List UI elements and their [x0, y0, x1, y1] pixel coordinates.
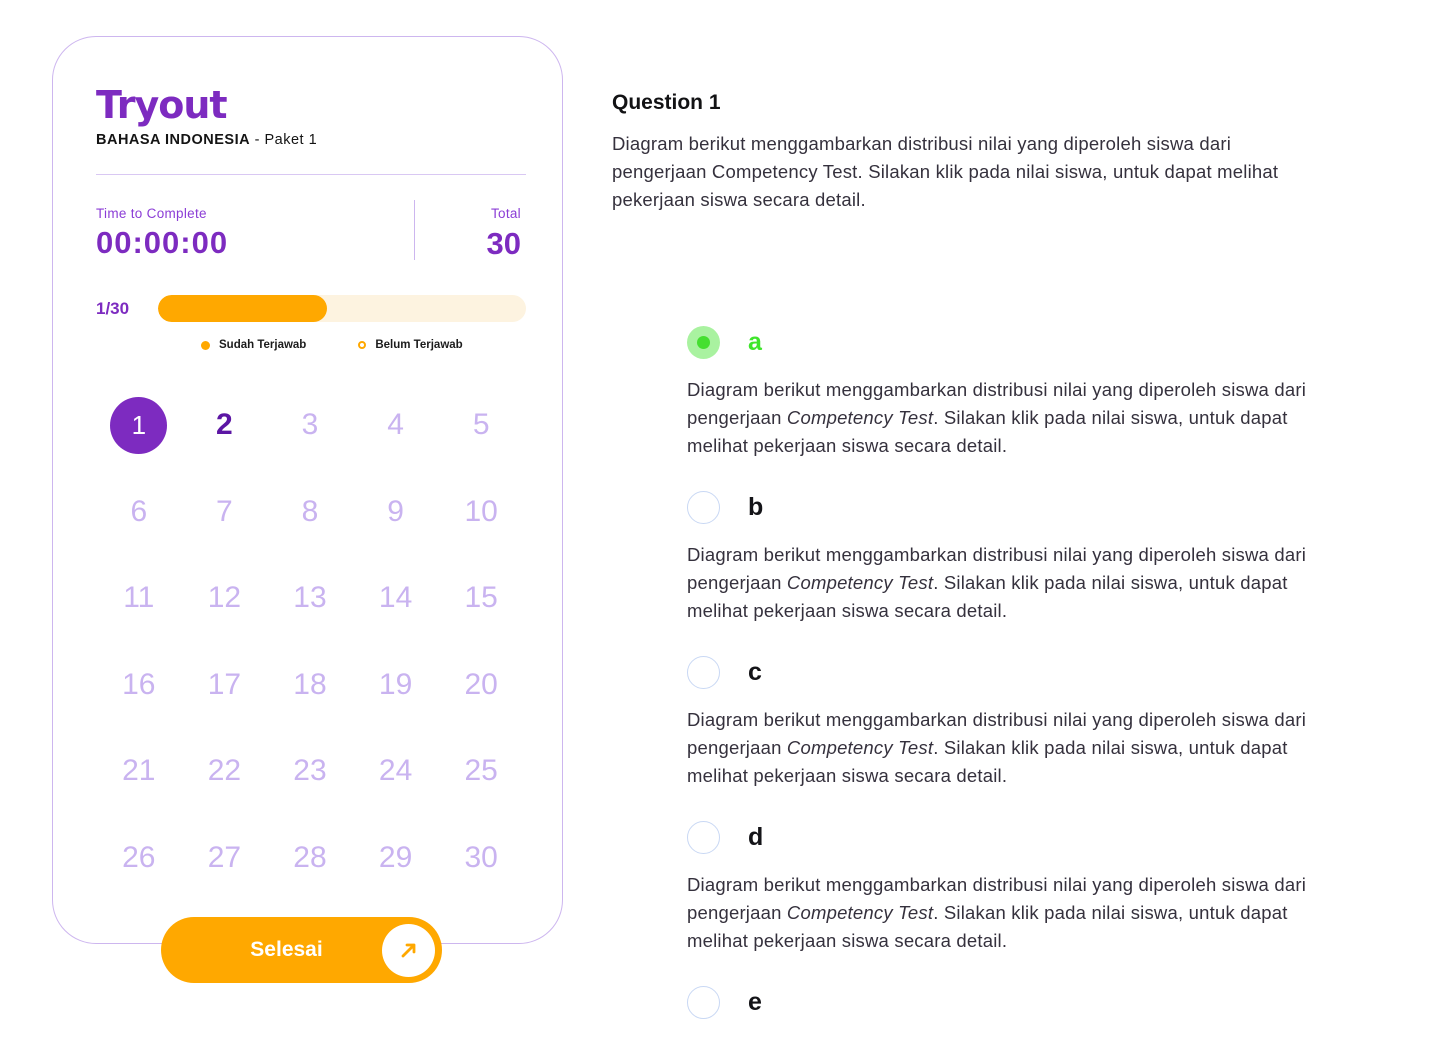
question-number-label: 1 — [110, 397, 167, 454]
question-number-button[interactable] — [182, 642, 268, 729]
question-number-button[interactable] — [353, 642, 439, 729]
radio-button[interactable] — [687, 491, 720, 524]
question-number-label: 26 — [122, 840, 156, 874]
finish-button[interactable] — [161, 917, 442, 983]
question-number-button[interactable] — [182, 728, 268, 815]
legend-dot-icon — [201, 341, 210, 350]
finish-button-label: Selesai — [250, 938, 323, 961]
time-to-complete-label: Time to Complete — [96, 206, 207, 221]
radio-dot-icon — [697, 996, 710, 1009]
option-letter[interactable]: a — [748, 328, 762, 356]
question-number-label: 30 — [464, 840, 498, 874]
question-number-button[interactable] — [267, 642, 353, 729]
header-divider — [96, 174, 526, 175]
question-number-label: 27 — [207, 840, 242, 874]
progress-legend — [201, 339, 463, 351]
legend-item — [201, 339, 306, 351]
question-number-label: 19 — [378, 667, 413, 701]
question-number-grid — [96, 382, 524, 901]
legend-label: Sudah Terjawab — [219, 339, 307, 351]
question-number-button[interactable] — [353, 815, 439, 902]
option-header — [687, 986, 1312, 1019]
question-title: Question 1 — [612, 91, 721, 114]
question-number-label: 7 — [216, 494, 233, 528]
arrow-up-right-icon — [382, 924, 435, 977]
legend-dot-icon — [358, 341, 366, 349]
progress-row — [96, 295, 526, 322]
vertical-divider — [414, 200, 415, 260]
question-number-label: 23 — [293, 754, 327, 788]
question-number-label: 13 — [293, 581, 327, 615]
legend-label: Belum Terjawab — [375, 339, 463, 351]
question-number-button[interactable] — [182, 555, 268, 642]
radio-dot-icon — [697, 336, 710, 349]
question-number-button[interactable] — [438, 728, 524, 815]
question-number-button[interactable] — [96, 469, 182, 556]
question-number-label: 5 — [472, 408, 490, 442]
question-number-label: 9 — [387, 494, 404, 528]
progress-bar — [158, 295, 526, 322]
question-number-label: 12 — [207, 581, 242, 615]
total-box — [421, 206, 521, 262]
question-number-button[interactable] — [267, 815, 353, 902]
question-number-label: 6 — [130, 494, 148, 528]
subject-name: BAHASA INDONESIA — [96, 132, 251, 148]
question-number-button[interactable] — [267, 382, 353, 469]
question-number-button[interactable] — [182, 815, 268, 902]
radio-button[interactable] — [687, 326, 720, 359]
question-number-label: 3 — [301, 408, 319, 442]
question-number-label: 14 — [378, 581, 413, 615]
question-number-label: 22 — [207, 754, 242, 788]
option-header — [687, 821, 1312, 854]
question-text: Diagram berikut menggambarkan distribusi nilai yang diperoleh siswa dari pengerjaan Competency Test. Silakan klik pada nilai siswa, untuk dapat melihat pekerjaan siswa secara detail. — [612, 133, 1279, 210]
question-number-button[interactable] — [438, 382, 524, 469]
question-number-label: 15 — [464, 581, 498, 615]
package-name: - Paket 1 — [250, 132, 318, 148]
question-number-button[interactable] — [96, 815, 182, 902]
question-number-label: 11 — [123, 581, 155, 615]
answer-option — [687, 986, 1312, 1019]
question-number-label: 25 — [464, 754, 498, 788]
option-text: Diagram berikut menggambarkan distribusi nilai yang diperoleh siswa dari pengerjaan Competency Test. Silakan klik pada nilai siswa, untuk dapat melihat pekerjaan siswa secara detail. — [687, 709, 1307, 786]
question-number-label: 17 — [207, 667, 242, 701]
option-letter[interactable]: e — [748, 988, 762, 1016]
question-number-label: 4 — [387, 408, 404, 442]
radio-button[interactable] — [687, 986, 720, 1019]
option-header — [687, 656, 1312, 689]
total-value: 30 — [486, 226, 521, 261]
option-header — [687, 491, 1312, 524]
radio-dot-icon — [697, 666, 710, 679]
question-number-label: 21 — [122, 754, 156, 788]
tryout-sidebar-card — [52, 36, 563, 961]
question-number-button[interactable] — [267, 469, 353, 556]
answer-option — [687, 821, 1312, 955]
option-letter[interactable]: c — [748, 658, 762, 686]
question-number-label: 8 — [301, 494, 319, 528]
answer-option — [687, 326, 1312, 460]
question-number-button[interactable] — [267, 728, 353, 815]
answer-option — [687, 656, 1312, 790]
legend-item — [358, 339, 462, 351]
question-number-button[interactable] — [182, 469, 268, 556]
question-number-button[interactable] — [438, 469, 524, 556]
question-number-label: 10 — [464, 494, 498, 528]
option-letter[interactable]: d — [748, 823, 764, 851]
question-number-label: 16 — [122, 667, 156, 701]
answer-options-list — [687, 326, 1312, 1050]
question-number-label: 20 — [464, 667, 498, 701]
question-number-button[interactable] — [438, 555, 524, 642]
question-number-button[interactable] — [96, 728, 182, 815]
question-number-button[interactable] — [438, 815, 524, 902]
progress-bar-fill — [158, 295, 327, 322]
app-logo: Tryout — [96, 83, 227, 127]
total-label: Total — [490, 206, 521, 221]
question-number-label: 24 — [378, 754, 413, 788]
question-number-label: 28 — [293, 840, 327, 874]
question-number-button[interactable] — [353, 728, 439, 815]
answer-option — [687, 491, 1312, 625]
question-number-button[interactable] — [267, 555, 353, 642]
option-text: Diagram berikut menggambarkan distribusi nilai yang diperoleh siswa dari pengerjaan Competency Test. Silakan klik pada nilai siswa, untuk dapat melihat pekerjaan siswa secara detail. — [687, 544, 1307, 621]
option-text: Diagram berikut menggambarkan distribusi nilai yang diperoleh siswa dari pengerjaan Competency Test. Silakan klik pada nilai siswa, untuk dapat melihat pekerjaan siswa secara detail. — [687, 874, 1307, 951]
radio-button[interactable] — [687, 821, 720, 854]
radio-button[interactable] — [687, 656, 720, 689]
question-number-label: 2 — [216, 408, 233, 442]
question-number-button[interactable] — [438, 642, 524, 729]
question-number-button[interactable] — [353, 555, 439, 642]
question-number-button[interactable] — [96, 382, 182, 469]
question-number-button[interactable] — [353, 382, 439, 469]
question-number-label: 18 — [293, 667, 327, 701]
radio-dot-icon — [697, 501, 710, 514]
question-number-label: 29 — [378, 840, 413, 874]
option-header — [687, 326, 1312, 359]
question-number-button[interactable] — [182, 382, 268, 469]
timer-value: 00:00:00 — [96, 225, 229, 260]
question-number-button[interactable] — [96, 642, 182, 729]
option-text: Diagram berikut menggambarkan distribusi nilai yang diperoleh siswa dari pengerjaan Competency Test. Silakan klik pada nilai siswa, untuk dapat melihat pekerjaan siswa secara detail. — [687, 379, 1307, 456]
radio-dot-icon — [697, 831, 710, 844]
question-number-button[interactable] — [96, 555, 182, 642]
subject-line — [96, 132, 317, 148]
progress-count: 1/30 — [96, 298, 130, 318]
option-letter[interactable]: b — [748, 493, 764, 521]
question-number-button[interactable] — [353, 469, 439, 556]
